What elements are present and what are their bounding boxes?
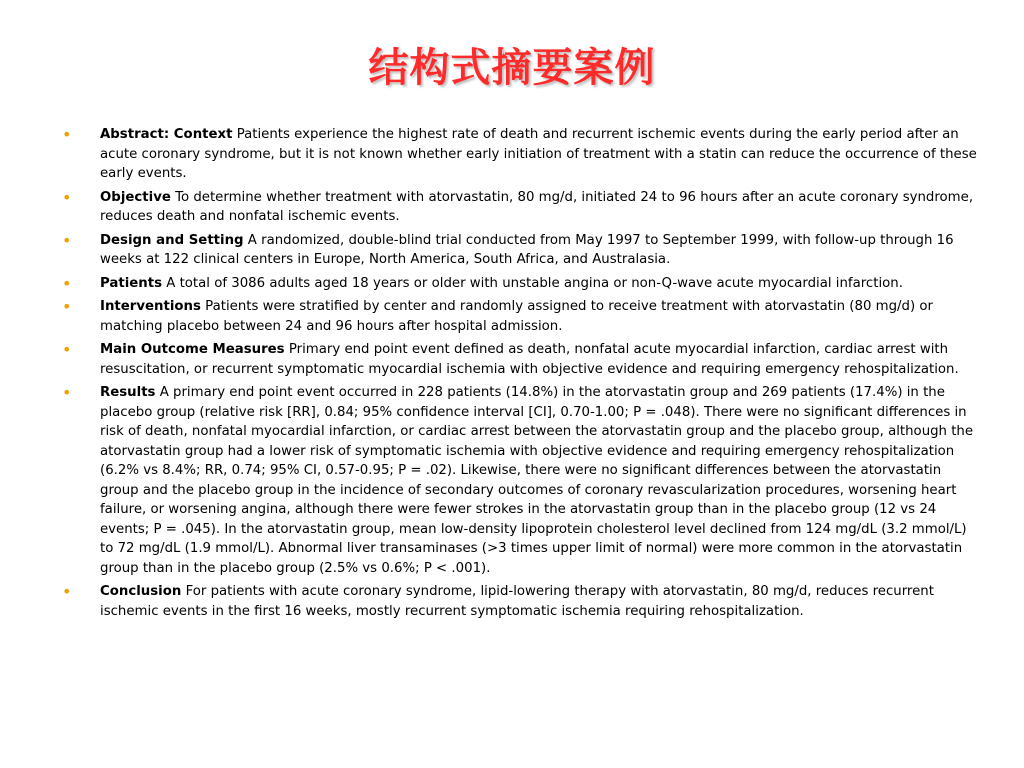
item-text: A primary end point event occurred in 228 patients (14.8%) in the atorvastatin group and 269 patients (17.4%) in the placebo group (relative risk [RR], 0.84; 95% confidence interval [CI], 0.70-1.00; P = .048). There were no significant differences in risk of death, nonfatal myocardial infarction, or cardiac arrest between the atorvastatin group and the placebo group, although the atorvastatin group had a lower risk of symptomatic ischemia with objective evidence and requiring emergency rehospitalization (6.2% vs 8.4%; RR, 0.74; 95% CI, 0.57-0.95; P = .02). Likewise, there were no significant differences between the atorvastatin group and the placebo group in the incidence of secondary outcomes of coronary revascularization procedures, worsening heart failure, or worsening angina, although there were fewer strokes in the atorvastatin group than in the placebo group (12 vs 24 events; P = .045). In the atorvastatin group, mean low-density lipoprotein cholesterol level declined from 124 mg/dL (3.2 mmol/L) to 72 mg/dL (1.9 mmol/L). Abnormal liver transaminases (>3 times upper limit of normal) were more common in the atorvastatin group than in the placebo group (2.5% vs 0.6%; P < .001).: [100, 385, 974, 576]
bullet-icon: •: [62, 582, 72, 601]
item-text: To determine whether treatment with atorvastatin, 80 mg/d, initiated 24 to 96 hours after an acute coronary syndrome, reduces death and nonfatal ischemic events.: [100, 189, 974, 224]
list-item-interventions: [62, 297, 982, 336]
item-text: Patients were stratified by center and randomly assigned to receive treatment with atorvastatin (80 mg/d) or matching placebo between 24 and 96 hours after hospital admission.: [100, 299, 933, 334]
item-text: For patients with acute coronary syndrome, lipid-lowering therapy with atorvastatin, 80 mg/d, reduces recurrent ischemic events in the first 16 weeks, mostly recurrent symptomatic ischemia requiring rehospitalization.: [100, 584, 934, 619]
bullet-icon: •: [62, 125, 72, 144]
bullet-icon: •: [62, 297, 72, 316]
list-item-context: [62, 125, 982, 184]
item-label: Interventions: [100, 299, 201, 314]
item-text: Primary end point event defined as death, nonfatal acute myocardial infarction, cardiac arrest with resuscitation, or recurrent symptomatic myocardial ischemia with objective evidence and requiring emergency rehospitalization.: [100, 342, 959, 377]
item-label: Results: [100, 385, 156, 400]
item-label: Conclusion: [100, 584, 182, 599]
abstract-list: [62, 125, 982, 625]
list-item-design: [62, 231, 982, 270]
item-label: Patients: [100, 275, 163, 291]
item-label: Abstract: Context: [100, 127, 233, 142]
item-label: Main Outcome Measures: [100, 342, 285, 357]
list-item-results: [62, 383, 982, 578]
item-text: A randomized, double-blind trial conducted from May 1997 to September 1999, with follow-up through 16 weeks at 122 clinical centers in Europe, North America, South Africa, and Australasia.: [100, 232, 954, 267]
list-item-objective: [62, 188, 982, 227]
list-item-outcomes: [62, 340, 982, 379]
item-label: Design and Setting: [100, 232, 244, 248]
list-item-patients: [62, 274, 982, 294]
slide-title: 结构式摘要案例: [368, 45, 656, 91]
bullet-icon: •: [62, 383, 72, 402]
bullet-icon: •: [62, 187, 72, 207]
list-item-conclusion: [62, 582, 982, 621]
item-text: A total of 3086 adults aged 18 years or older with unstable angina or non-Q-wave acute myocardial infarction.: [162, 275, 903, 291]
item-text: Patients experience the highest rate of death and recurrent ischemic events during the early period after an acute coronary syndrome, but it is not known whether early initiation of treatment with a statin can reduce the occurrence of these early events.: [100, 127, 977, 181]
bullet-icon: •: [62, 273, 72, 293]
bullet-icon: •: [62, 230, 72, 250]
item-label: Objective: [100, 189, 171, 205]
bullet-icon: •: [62, 340, 72, 359]
